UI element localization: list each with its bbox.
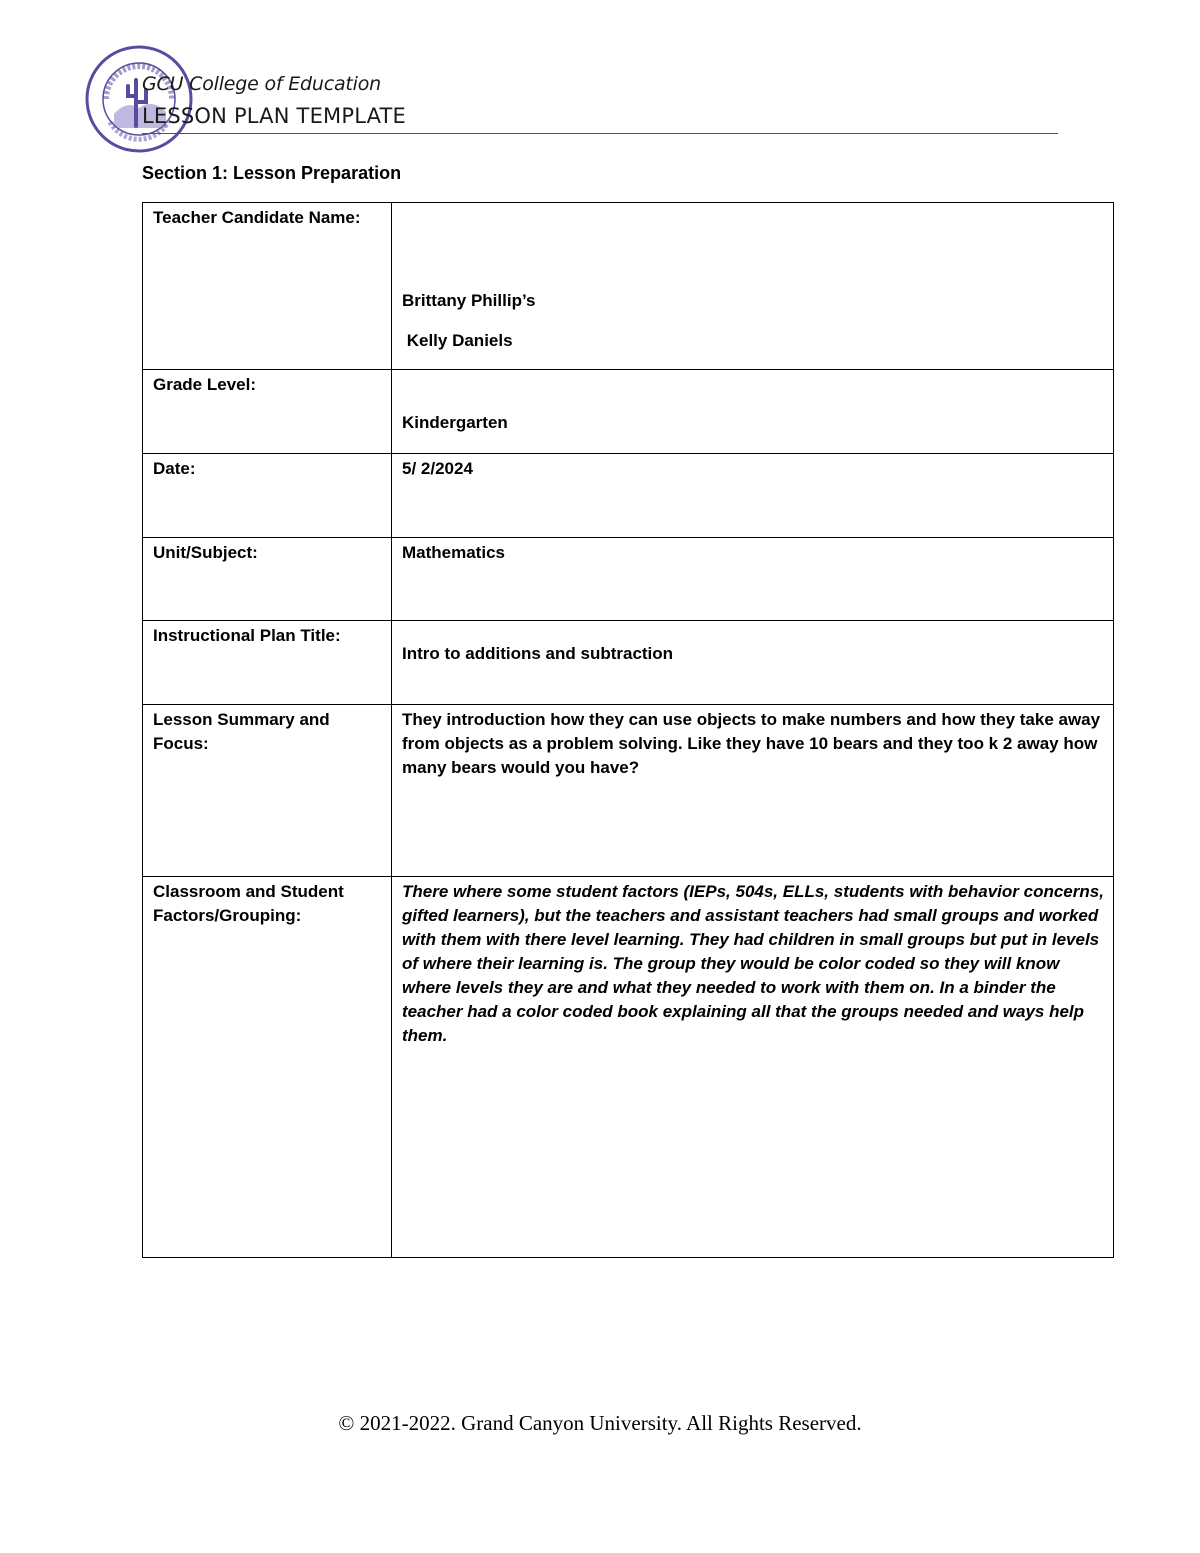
section-title: Section 1: Lesson Preparation xyxy=(142,163,402,183)
college-name: GCU College of Education xyxy=(142,73,382,95)
grade-level-label: Grade Level: xyxy=(143,370,392,454)
teacher-name-value[interactable] xyxy=(392,203,1114,370)
copyright-footer: © 2021-2022. Grand Canyon University. All Rights Reserved. xyxy=(338,1411,862,1435)
date-value[interactable]: 5/ 2/2024 xyxy=(392,454,1114,538)
template-title: LESSON PLAN TEMPLATE xyxy=(142,104,407,128)
plan-title-text: Intro to additions and subtraction xyxy=(402,644,674,663)
unit-subject-label: Unit/Subject: xyxy=(143,538,392,621)
row-classroom-factors xyxy=(143,877,1114,1258)
row-unit-subject xyxy=(143,538,1114,621)
lesson-preparation-table xyxy=(142,202,1114,1258)
unit-subject-value[interactable]: Mathematics xyxy=(392,538,1114,621)
row-date xyxy=(143,454,1114,538)
header-divider xyxy=(142,133,1058,134)
row-lesson-summary xyxy=(143,705,1114,877)
teacher-name-label: Teacher Candidate Name: xyxy=(143,203,392,370)
plan-title-value[interactable] xyxy=(392,621,1114,705)
classroom-factors-value[interactable]: There where some student factors (IEPs, 504s, ELLs, students with behavior concerns, gifted learners), but the teachers and assistant teachers had small groups and worked with them with there level learning. They had children in small groups but put in levels of where their learning is. The group they would be color coded so they will know where levels they are and what they needed to work with them on. In a binder the teacher had a color coded book explaining all that the groups needed and ways help them. xyxy=(392,877,1114,1258)
row-instructional-plan-title xyxy=(143,621,1114,705)
plan-title-label: Instructional Plan Title: xyxy=(143,621,392,705)
teacher-name-line1: Brittany Phillip’s xyxy=(402,291,536,310)
teacher-name-line2: Kelly Daniels xyxy=(402,331,513,350)
date-label: Date: xyxy=(143,454,392,538)
lesson-summary-label: Lesson Summary and Focus: xyxy=(143,705,392,877)
lesson-summary-value[interactable]: They introduction how they can use objects to make numbers and how they take away from objects as a problem solving. Like they have 10 bears and they too k 2 away how many bears would you have? xyxy=(392,705,1114,877)
grade-level-value[interactable] xyxy=(392,370,1114,454)
grade-level-text: Kindergarten xyxy=(402,413,508,432)
row-grade-level xyxy=(143,370,1114,454)
row-teacher-candidate xyxy=(143,203,1114,370)
classroom-factors-label: Classroom and Student Factors/Grouping: xyxy=(143,877,392,1258)
university-seal-logo xyxy=(84,44,194,154)
